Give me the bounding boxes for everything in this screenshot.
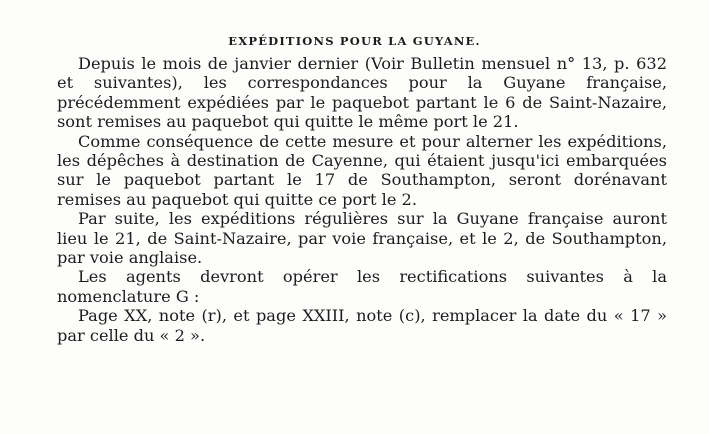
paragraph-regular-shipments: Par suite, les expéditions régulières sur la Guyane française auront lieu le 21, de Saint-Nazaire, par voie française, et le 2, de Southampton, par voie anglaise. [57,209,667,268]
section-heading: EXPÉDITIONS POUR LA GUYANE. [228,34,481,48]
paragraph-mail-schedule: Depuis le mois de janvier dernier (Voir Bulletin mensuel n° 13, p. 632 et suivantes), les correspondances pour la Guyane française, précédemment expédiées par le paquebot partant le 6 de Saint-Nazaire, sont remises au paquebot qui quitte le même port le 21. [57,54,667,132]
paragraph-cayenne-dispatch: Comme conséquence de cette mesure et pour alterner les expéditions, les dépêches à destination de Cayenne, qui étaient jusqu'ici embarquées sur le paquebot partant le 17 de Southampton, seront dorénavant remises au paquebot qui quitte ce port le 2. [57,131,667,209]
paragraph-date-correction: Page XX, note (r), et page XXIII, note (c), remplacer la date du « 17 » par celle du « 2 ». [57,306,667,345]
body-text [57,54,667,345]
paragraph-agents-instructions: Les agents devront opérer les rectifications suivantes à la nomenclature G : [57,267,667,306]
